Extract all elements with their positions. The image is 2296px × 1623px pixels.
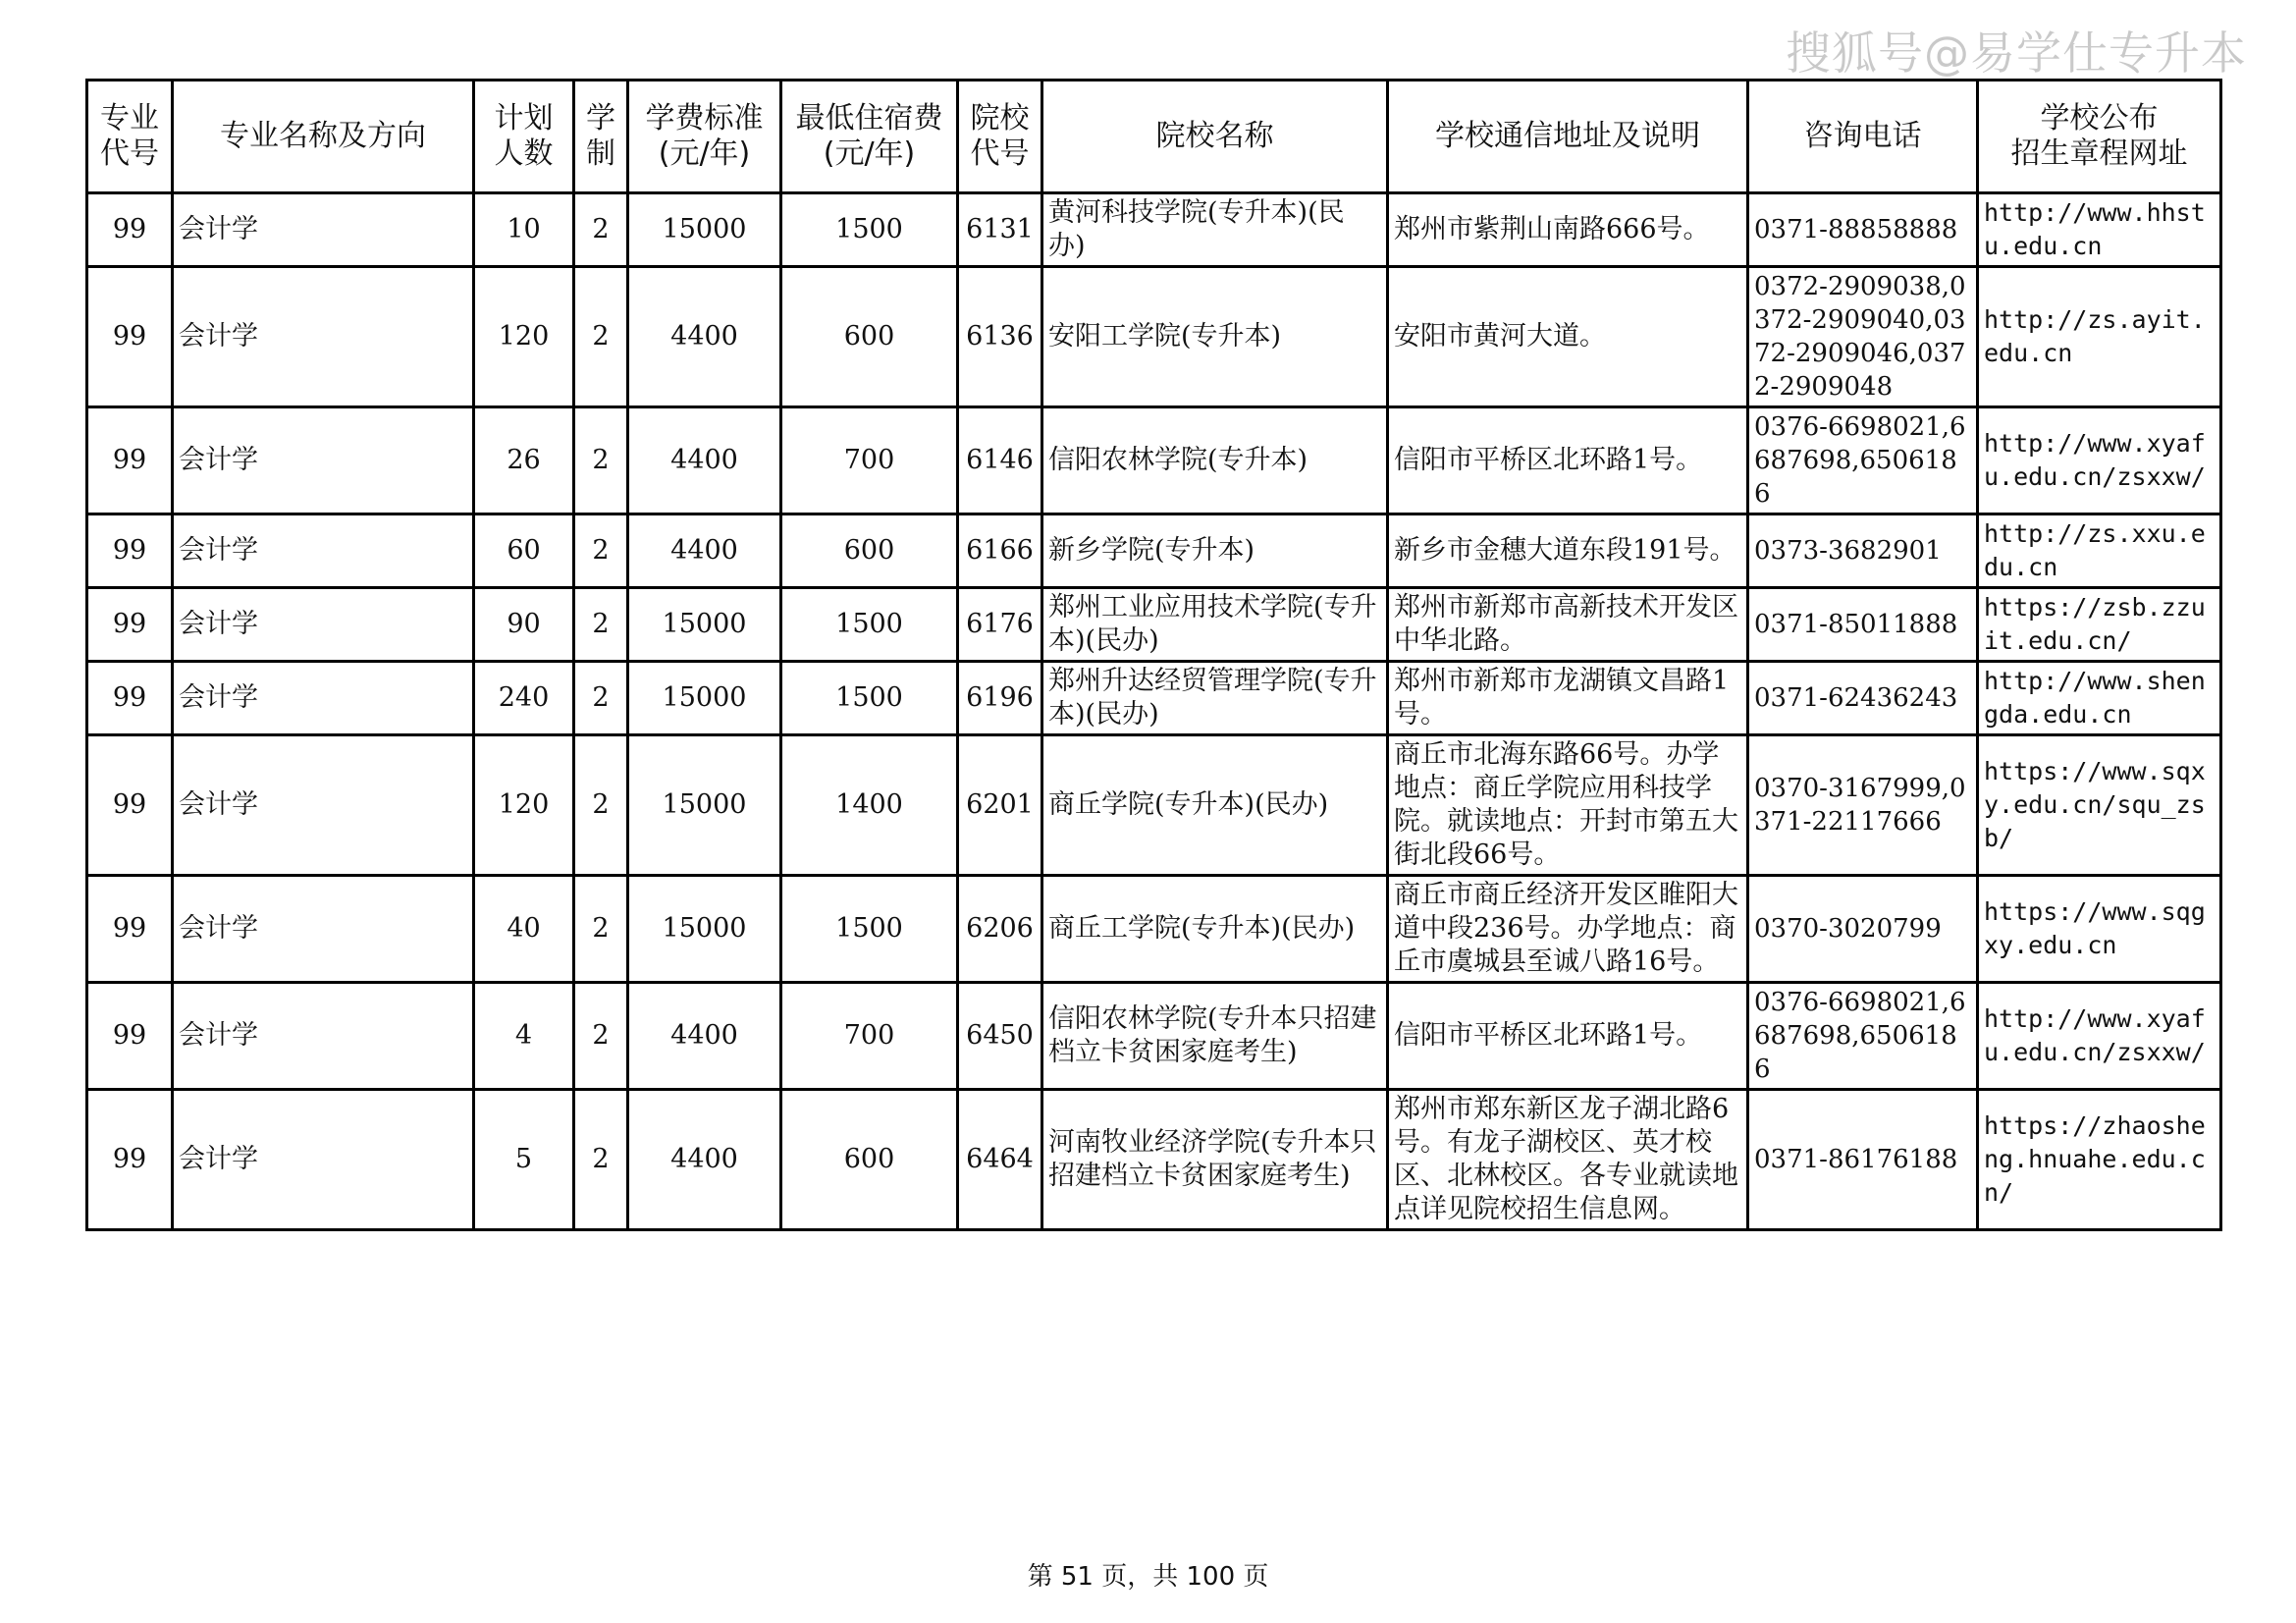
cell-dorm: 700 [781, 983, 958, 1090]
cell-phone: 0376-6698021,6687698,6506186 [1748, 983, 1978, 1090]
cell-tuition: 4400 [628, 267, 781, 407]
cell-major-code: 99 [87, 735, 173, 876]
table-row [87, 588, 2221, 662]
cell-major: 会计学 [173, 407, 474, 514]
cell-school: 信阳农林学院(专升本只招建档立卡贫困家庭考生) [1042, 983, 1388, 1090]
cell-tuition: 15000 [628, 735, 781, 876]
header-line: 代号 [970, 136, 1030, 171]
cell-years: 2 [574, 407, 628, 514]
header-major-code [87, 81, 173, 193]
table-row [87, 514, 2221, 588]
cell-major-code: 99 [87, 588, 173, 662]
cell-url: https://www.sqgxy.edu.cn [1978, 876, 2221, 983]
cell-school-code: 6201 [958, 735, 1042, 876]
cell-plan: 90 [474, 588, 574, 662]
cell-major-code: 99 [87, 876, 173, 983]
header-line: 代号 [100, 136, 159, 171]
cell-plan: 240 [474, 662, 574, 735]
header-phone [1748, 81, 1978, 193]
cell-school: 黄河科技学院(专升本)(民办) [1042, 193, 1388, 267]
cell-tuition: 4400 [628, 407, 781, 514]
cell-years: 2 [574, 514, 628, 588]
cell-major: 会计学 [173, 514, 474, 588]
cell-address: 信阳市平桥区北环路1号。 [1388, 983, 1748, 1090]
cell-url: http://www.xyafu.edu.cn/zsxxw/ [1978, 407, 2221, 514]
cell-plan: 120 [474, 267, 574, 407]
cell-years: 2 [574, 193, 628, 267]
cell-url: http://zs.ayit.edu.cn [1978, 267, 2221, 407]
cell-url: https://zhaosheng.hnuahe.edu.cn/ [1978, 1090, 2221, 1230]
header-study-years [574, 81, 628, 193]
table-row [87, 662, 2221, 735]
cell-years: 2 [574, 1090, 628, 1230]
cell-school-code: 6450 [958, 983, 1042, 1090]
cell-tuition: 15000 [628, 193, 781, 267]
header-line: 人数 [494, 136, 554, 171]
cell-school-code: 6464 [958, 1090, 1042, 1230]
cell-plan: 26 [474, 407, 574, 514]
cell-major: 会计学 [173, 735, 474, 876]
header-line: (元/年) [658, 136, 751, 171]
header-school-code [958, 81, 1042, 193]
table-row [87, 983, 2221, 1090]
cell-dorm: 1400 [781, 735, 958, 876]
cell-tuition: 4400 [628, 514, 781, 588]
cell-years: 2 [574, 588, 628, 662]
cell-phone: 0376-6698021,6687698,6506186 [1748, 407, 1978, 514]
header-line: 学费标准 [645, 101, 764, 135]
cell-major: 会计学 [173, 193, 474, 267]
header-major-name [173, 81, 474, 193]
header-line: 专业 [100, 101, 159, 135]
table-body [87, 193, 2221, 1230]
cell-phone: 0372-2909038,0372-2909040,0372-2909046,0372-2909048 [1748, 267, 1978, 407]
cell-url: http://www.hhstu.edu.cn [1978, 193, 2221, 267]
header-line: 咨询电话 [1803, 119, 1922, 153]
table-row [87, 193, 2221, 267]
cell-school: 信阳农林学院(专升本) [1042, 407, 1388, 514]
cell-tuition: 15000 [628, 876, 781, 983]
cell-phone: 0371-85011888 [1748, 588, 1978, 662]
cell-major: 会计学 [173, 588, 474, 662]
header-line: 学校公布 [2040, 101, 2159, 135]
cell-plan: 60 [474, 514, 574, 588]
cell-plan: 40 [474, 876, 574, 983]
cell-school: 商丘学院(专升本)(民办) [1042, 735, 1388, 876]
cell-school: 商丘工学院(专升本)(民办) [1042, 876, 1388, 983]
current-page: 51 [1060, 1562, 1094, 1592]
cell-major-code: 99 [87, 193, 173, 267]
cell-address: 郑州市新郑市高新技术开发区中华北路。 [1388, 588, 1748, 662]
cell-major: 会计学 [173, 662, 474, 735]
page-footer [0, 1556, 2296, 1593]
cell-major-code: 99 [87, 407, 173, 514]
cell-major: 会计学 [173, 876, 474, 983]
cell-url: https://zsb.zzuit.edu.cn/ [1978, 588, 2221, 662]
cell-school: 郑州升达经贸管理学院(专升本)(民办) [1042, 662, 1388, 735]
admission-table [85, 79, 2222, 1231]
cell-school-code: 6146 [958, 407, 1042, 514]
header-line: 学 [586, 101, 615, 135]
cell-phone: 0371-62436243 [1748, 662, 1978, 735]
header-school-address [1388, 81, 1748, 193]
cell-school: 郑州工业应用技术学院(专升本)(民办) [1042, 588, 1388, 662]
cell-plan: 5 [474, 1090, 574, 1230]
header-line: 招生章程网址 [2010, 136, 2188, 171]
cell-phone: 0371-88858888 [1748, 193, 1978, 267]
cell-phone: 0371-86176188 [1748, 1090, 1978, 1230]
header-dorm-fee [781, 81, 958, 193]
cell-school-code: 6196 [958, 662, 1042, 735]
cell-address: 信阳市平桥区北环路1号。 [1388, 407, 1748, 514]
watermark: 搜狐号@易学仕专升本 [1786, 27, 2247, 80]
table-row [87, 407, 2221, 514]
cell-tuition: 4400 [628, 1090, 781, 1230]
header-row [87, 81, 2221, 193]
header-plan-count [474, 81, 574, 193]
cell-dorm: 1500 [781, 662, 958, 735]
cell-major-code: 99 [87, 1090, 173, 1230]
footer-suffix: 页 [1243, 1562, 1269, 1592]
header-line: 计划 [494, 101, 554, 135]
cell-tuition: 15000 [628, 588, 781, 662]
cell-address: 安阳市黄河大道。 [1388, 267, 1748, 407]
cell-url: https://www.sqxy.edu.cn/squ_zsb/ [1978, 735, 2221, 876]
cell-dorm: 700 [781, 407, 958, 514]
cell-years: 2 [574, 267, 628, 407]
table-row [87, 876, 2221, 983]
cell-school: 新乡学院(专升本) [1042, 514, 1388, 588]
cell-tuition: 4400 [628, 983, 781, 1090]
footer-prefix: 第 [1027, 1562, 1053, 1592]
cell-dorm: 1500 [781, 876, 958, 983]
cell-url: http://zs.xxu.edu.cn [1978, 514, 2221, 588]
cell-school-code: 6136 [958, 267, 1042, 407]
cell-years: 2 [574, 983, 628, 1090]
cell-address: 郑州市紫荆山南路666号。 [1388, 193, 1748, 267]
cell-dorm: 1500 [781, 588, 958, 662]
cell-url: http://www.xyafu.edu.cn/zsxxw/ [1978, 983, 2221, 1090]
cell-plan: 10 [474, 193, 574, 267]
header-line: 院校 [970, 101, 1030, 135]
header-school-name [1042, 81, 1388, 193]
cell-address: 郑州市新郑市龙湖镇文昌路1号。 [1388, 662, 1748, 735]
header-charter-url [1978, 81, 2221, 193]
cell-major: 会计学 [173, 267, 474, 407]
table-row [87, 1090, 2221, 1230]
cell-dorm: 1500 [781, 193, 958, 267]
header-line: (元/年) [823, 136, 916, 171]
cell-phone: 0370-3167999,0371-22117666 [1748, 735, 1978, 876]
cell-address: 商丘市北海东路66号。办学地点：商丘学院应用科技学院。就读地点：开封市第五大街北段66号。 [1388, 735, 1748, 876]
cell-major-code: 99 [87, 514, 173, 588]
header-line: 制 [586, 136, 615, 171]
cell-plan: 120 [474, 735, 574, 876]
cell-address: 商丘市商丘经济开发区睢阳大道中段236号。办学地点：商丘市虞城县至诚八路16号。 [1388, 876, 1748, 983]
cell-address: 郑州市郑东新区龙子湖北路6号。有龙子湖校区、英才校区、北林校区。各专业就读地点详见院校招生信息网。 [1388, 1090, 1748, 1230]
header-line: 最低住宿费 [795, 101, 943, 135]
cell-years: 2 [574, 735, 628, 876]
cell-school: 安阳工学院(专升本) [1042, 267, 1388, 407]
cell-tuition: 15000 [628, 662, 781, 735]
cell-major: 会计学 [173, 983, 474, 1090]
cell-dorm: 600 [781, 514, 958, 588]
cell-years: 2 [574, 876, 628, 983]
cell-school-code: 6206 [958, 876, 1042, 983]
cell-address: 新乡市金穗大道东段191号。 [1388, 514, 1748, 588]
cell-school-code: 6131 [958, 193, 1042, 267]
footer-middle: 页，共 [1101, 1562, 1179, 1592]
cell-phone: 0373-3682901 [1748, 514, 1978, 588]
cell-plan: 4 [474, 983, 574, 1090]
cell-dorm: 600 [781, 267, 958, 407]
cell-dorm: 600 [781, 1090, 958, 1230]
table-row [87, 735, 2221, 876]
cell-school: 河南牧业经济学院(专升本只招建档立卡贫困家庭考生) [1042, 1090, 1388, 1230]
header-line: 院校名称 [1155, 119, 1274, 153]
header-line: 专业名称及方向 [220, 119, 426, 153]
table-row [87, 267, 2221, 407]
cell-school-code: 6166 [958, 514, 1042, 588]
cell-phone: 0370-3020799 [1748, 876, 1978, 983]
cell-years: 2 [574, 662, 628, 735]
cell-major: 会计学 [173, 1090, 474, 1230]
cell-major-code: 99 [87, 662, 173, 735]
header-line: 学校通信地址及说明 [1435, 119, 1700, 153]
cell-major-code: 99 [87, 267, 173, 407]
cell-url: http://www.shengda.edu.cn [1978, 662, 2221, 735]
total-pages: 100 [1186, 1562, 1236, 1592]
cell-school-code: 6176 [958, 588, 1042, 662]
header-tuition [628, 81, 781, 193]
cell-major-code: 99 [87, 983, 173, 1090]
